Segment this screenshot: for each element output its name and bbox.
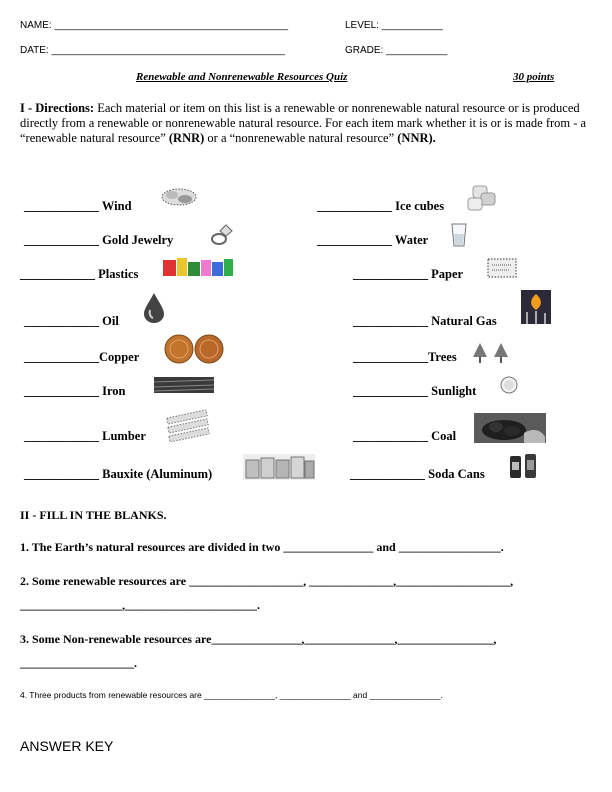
date-field: DATE: __________________________________________ [20,45,286,56]
question-2-continued: _________________,______________________. [20,598,260,612]
grade-field: GRADE: ___________ [345,45,448,56]
quiz-points: 30 points [513,71,555,83]
question-4: 4. Three products from renewable resources are _______________, _______________ and _______________. [20,690,443,700]
question-1: 1. The Earth’s natural resources are divided in two _______________ and _________________. [20,540,504,554]
item-ice-cubes: ____________ Ice cubes [317,199,445,213]
sun-icon [498,374,520,396]
directions-text-2: or a “nonrenewable natural resource” [204,131,398,145]
gas-flame-icon [521,290,551,324]
directions [20,101,592,146]
plastic-products-icon [162,256,234,278]
item-water: ____________ Water [317,233,429,247]
trees-icon [470,341,512,365]
question-3: 3. Some Non-renewable resources are_______________,_______________,________________, [20,632,497,646]
item-copper: ____________Copper [24,350,140,364]
water-glass-icon [449,222,469,248]
item-paper: ____________ Paper [353,267,464,281]
answer-key-heading: ANSWER KEY [20,738,114,754]
question-3-continued: ___________________. [20,656,137,670]
ring-icon [207,223,235,247]
item-gold-jewelry: ____________ Gold Jewelry [24,233,174,247]
lumber-icon [165,408,211,442]
directions-rnr: (RNR) [168,131,205,145]
wind-cloud-icon [160,186,198,208]
item-bauxite: ____________ Bauxite (Aluminum) [24,467,213,481]
soda-cans-icon [508,452,540,480]
item-oil: ____________ Oil [24,314,119,328]
oil-drop-icon [142,292,166,324]
directions-text: Each material or item on this list is a renewable or nonrenewable natural resource or is produced directly from a renewable or nonrenewable natural resource. For each item mark whether it is or is made from - a “renewable natural resource” [20,101,587,145]
item-iron: ____________ Iron [24,384,126,398]
item-plastics: ____________ Plastics [20,267,139,281]
coal-icon [474,413,546,443]
copper-coins-icon [163,334,225,364]
section2-heading: II - FILL IN THE BLANKS. [20,508,167,522]
item-soda-cans: ____________ Soda Cans [350,467,485,481]
item-sunlight: ____________ Sunlight [353,384,477,398]
item-wind: ____________ Wind [24,199,132,213]
aluminum-cans-icon [243,454,315,480]
iron-beams-icon [154,374,214,396]
item-coal: ____________ Coal [353,429,457,443]
quiz-title: Renewable and Nonrenewable Resources Quiz [136,71,348,83]
item-trees: ____________Trees [353,350,457,364]
directions-nnr: (NNR). [397,131,436,145]
name-field: NAME: __________________________________________ [20,20,289,31]
paper-icon [486,256,518,280]
question-2: 2. Some renewable resources are ___________________, ______________,___________________, [20,574,514,588]
ice-cubes-icon [465,184,499,214]
item-lumber: ____________ Lumber [24,429,146,443]
directions-heading: I - Directions: [20,101,95,115]
level-field: LEVEL: ___________ [345,20,443,31]
item-natural-gas: ____________ Natural Gas [353,314,497,328]
